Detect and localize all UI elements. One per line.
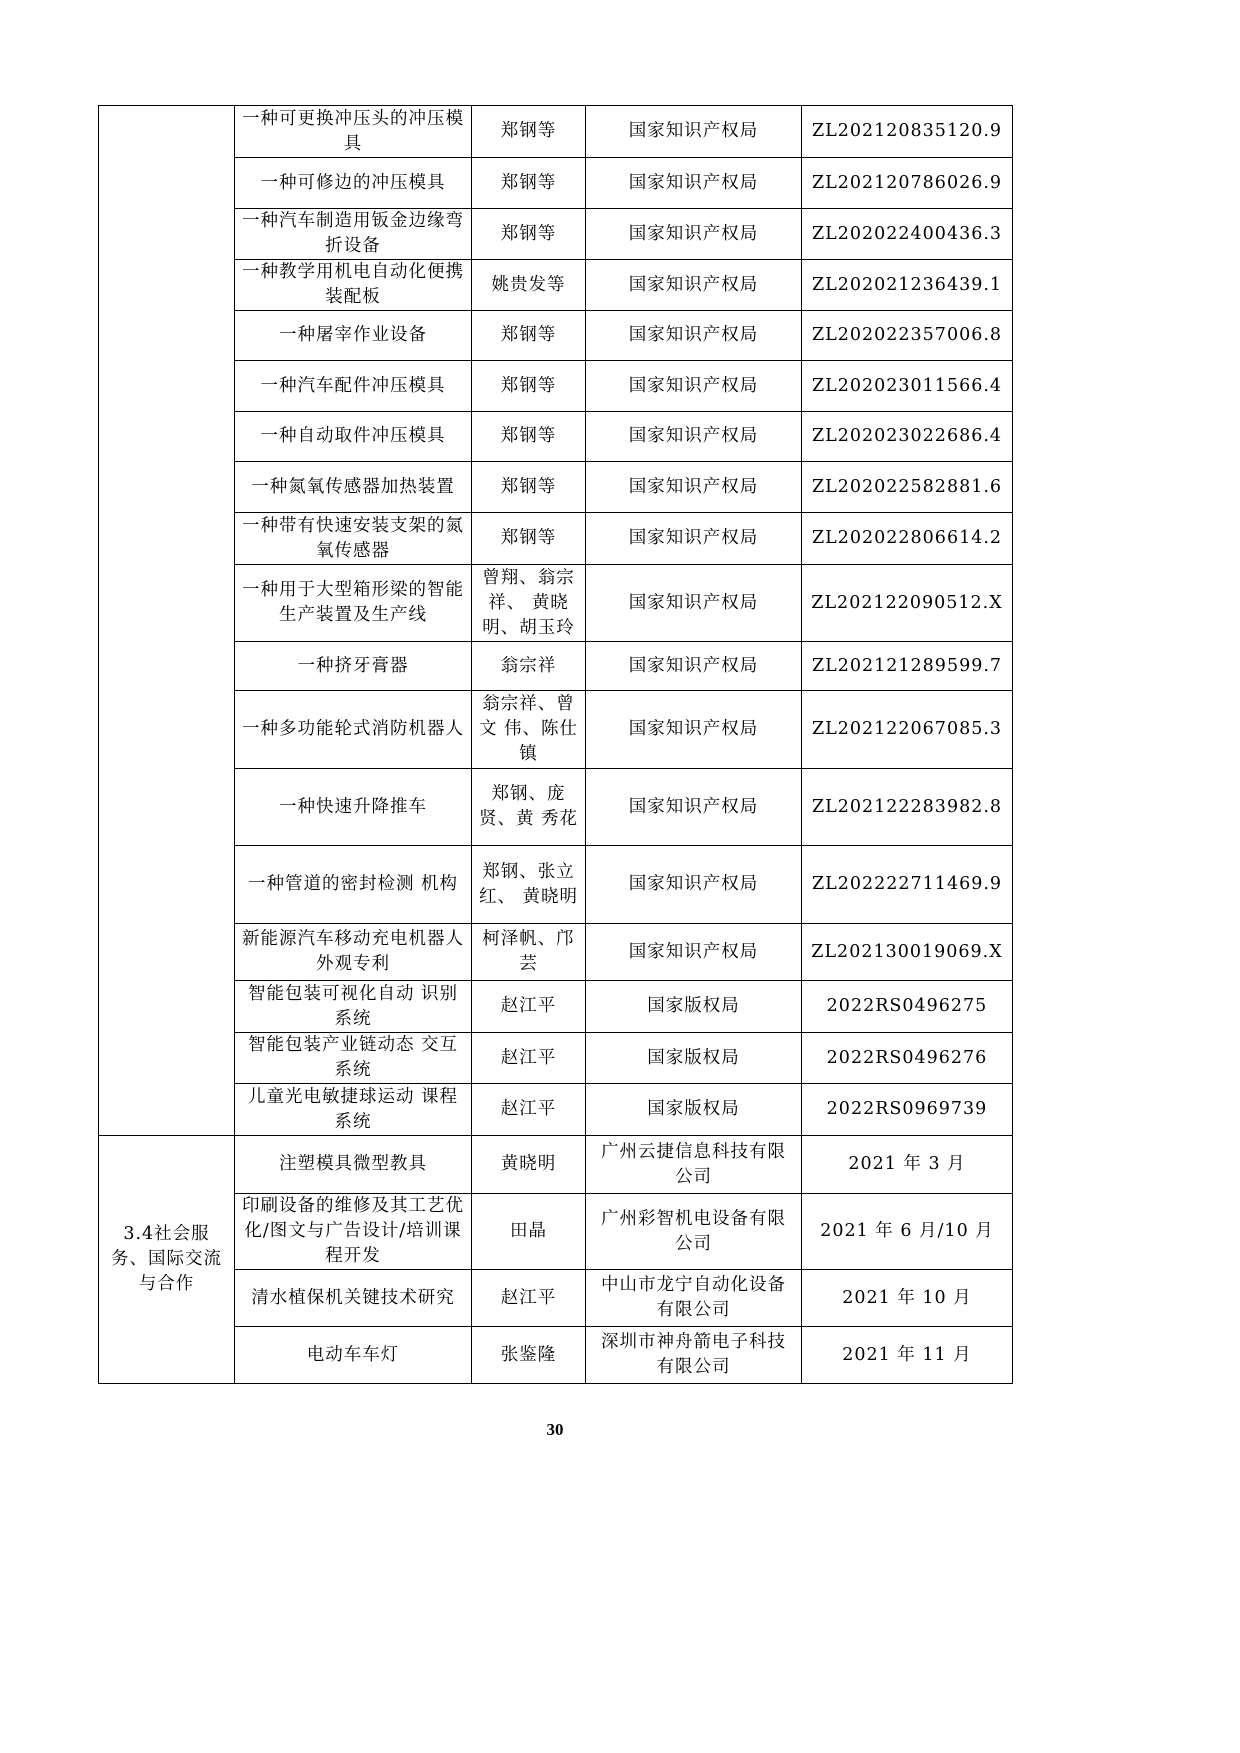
service-date: 2021 年 10 月 (802, 1270, 1013, 1327)
table-row (99, 642, 1013, 691)
item-name: 一种可更换冲压头的冲压模具 (235, 106, 472, 158)
item-org: 国家知识产权局 (586, 106, 802, 158)
item-code: 2022RS0496276 (802, 1033, 1013, 1084)
item-person: 郑钢等 (472, 513, 586, 565)
item-person: 翁宗祥 (472, 642, 586, 691)
item-name: 智能包装可视化自动 识别系统 (235, 981, 472, 1033)
table-row (99, 513, 1013, 565)
service-org: 深圳市神舟箭电子科技有限公司 (586, 1327, 802, 1384)
table-row (99, 1270, 1013, 1327)
item-person: 郑钢等 (472, 412, 586, 462)
table-row (99, 565, 1013, 642)
item-name: 一种氮氧传感器加热装置 (235, 462, 472, 513)
service-date: 2021 年 6 月/10 月 (802, 1194, 1013, 1270)
table-row (99, 1033, 1013, 1084)
item-name: 一种自动取件冲压模具 (235, 412, 472, 462)
table-row (99, 924, 1013, 981)
item-code: ZL202023011566.4 (802, 361, 1013, 412)
item-code: ZL202222711469.9 (802, 846, 1013, 924)
item-code: 2022RS0496275 (802, 981, 1013, 1033)
item-org: 国家知识产权局 (586, 361, 802, 412)
item-name: 一种屠宰作业设备 (235, 311, 472, 361)
item-org: 国家知识产权局 (586, 565, 802, 642)
service-name: 电动车车灯 (235, 1327, 472, 1384)
table-row (99, 1327, 1013, 1384)
item-org: 国家知识产权局 (586, 158, 802, 209)
item-org: 国家知识产权局 (586, 260, 802, 311)
item-code: ZL202122283982.8 (802, 769, 1013, 846)
item-code: ZL202023022686.4 (802, 412, 1013, 462)
item-code: ZL202120835120.9 (802, 106, 1013, 158)
item-name: 一种快速升降推车 (235, 769, 472, 846)
table-row (99, 1084, 1013, 1136)
item-person: 郑钢、张立红、 黄晓明 (472, 846, 586, 924)
item-org: 国家知识产权局 (586, 691, 802, 769)
item-org: 国家知识产权局 (586, 209, 802, 260)
item-org: 国家知识产权局 (586, 513, 802, 565)
item-person: 赵江平 (472, 981, 586, 1033)
service-person: 张鉴隆 (472, 1327, 586, 1384)
item-name: 智能包装产业链动态 交互系统 (235, 1033, 472, 1084)
table-row (99, 158, 1013, 209)
item-person: 郑钢等 (472, 209, 586, 260)
item-name: 新能源汽车移动充电机器人外观专利 (235, 924, 472, 981)
item-name: 一种汽车制造用钣金边缘弯折设备 (235, 209, 472, 260)
table-row (99, 311, 1013, 361)
item-code: ZL202122067085.3 (802, 691, 1013, 769)
page-number: 30 (546, 1420, 564, 1439)
item-code: ZL202121289599.7 (802, 642, 1013, 691)
table-row (99, 769, 1013, 846)
document-table-container (98, 105, 1012, 1384)
item-person: 郑钢等 (472, 462, 586, 513)
item-person: 赵江平 (472, 1033, 586, 1084)
table-row (99, 209, 1013, 260)
item-org: 国家版权局 (586, 981, 802, 1033)
item-person: 赵江平 (472, 1084, 586, 1136)
service-name: 印刷设备的维修及其工艺优化/图文与广告设计/培训课程开发 (235, 1194, 472, 1270)
item-code: ZL202021236439.1 (802, 260, 1013, 311)
table-row (99, 106, 1013, 158)
item-name: 儿童光电敏捷球运动 课程系统 (235, 1084, 472, 1136)
item-code: ZL202022806614.2 (802, 513, 1013, 565)
table-row (99, 846, 1013, 924)
service-org: 广州云捷信息科技有限公司 (586, 1136, 802, 1194)
table-row (99, 691, 1013, 769)
item-name: 一种可修边的冲压模具 (235, 158, 472, 209)
item-org: 国家知识产权局 (586, 311, 802, 361)
item-person: 郑钢等 (472, 311, 586, 361)
item-name: 一种汽车配件冲压模具 (235, 361, 472, 412)
service-date: 2021 年 3 月 (802, 1136, 1013, 1194)
item-code: ZL202130019069.X (802, 924, 1013, 981)
item-person: 郑钢等 (472, 106, 586, 158)
item-org: 国家知识产权局 (586, 924, 802, 981)
item-person: 郑钢、庞贤、黄 秀花 (472, 769, 586, 846)
item-code: ZL202120786026.9 (802, 158, 1013, 209)
item-name: 一种管道的密封检测 机构 (235, 846, 472, 924)
item-person: 柯泽帆、邝芸 (472, 924, 586, 981)
section-label: 3.4社会服务、国际交流与合作 (99, 1136, 235, 1384)
table-row (99, 361, 1013, 412)
item-org: 国家知识产权局 (586, 769, 802, 846)
item-name: 一种教学用机电自动化便携装配板 (235, 260, 472, 311)
item-person: 曾翔、翁宗祥、 黄晓明、胡玉玲 (472, 565, 586, 642)
service-person: 田晶 (472, 1194, 586, 1270)
service-name: 清水植保机关键技术研究 (235, 1270, 472, 1327)
item-person: 郑钢等 (472, 361, 586, 412)
item-person: 翁宗祥、曾文 伟、陈仕镇 (472, 691, 586, 769)
item-name: 一种多功能轮式消防机器人 (235, 691, 472, 769)
item-person: 姚贵发等 (472, 260, 586, 311)
service-person: 黄晓明 (472, 1136, 586, 1194)
item-code: ZL202022400436.3 (802, 209, 1013, 260)
item-name: 一种用于大型箱形梁的智能生产装置及生产线 (235, 565, 472, 642)
table-row (99, 1194, 1013, 1270)
service-person: 赵江平 (472, 1270, 586, 1327)
item-person: 郑钢等 (472, 158, 586, 209)
item-org: 国家知识产权局 (586, 642, 802, 691)
item-org: 国家版权局 (586, 1084, 802, 1136)
item-code: ZL202022357006.8 (802, 311, 1013, 361)
item-org: 国家知识产权局 (586, 462, 802, 513)
service-org: 广州彩智机电设备有限公司 (586, 1194, 802, 1270)
table-row (99, 412, 1013, 462)
item-code: 2022RS0969739 (802, 1084, 1013, 1136)
table-row (99, 260, 1013, 311)
achievements-table (98, 105, 1013, 1384)
table-row (99, 981, 1013, 1033)
item-code: ZL202122090512.X (802, 565, 1013, 642)
item-org: 国家版权局 (586, 1033, 802, 1084)
service-name: 注塑模具微型教具 (235, 1136, 472, 1194)
item-org: 国家知识产权局 (586, 846, 802, 924)
service-date: 2021 年 11 月 (802, 1327, 1013, 1384)
item-code: ZL202022582881.6 (802, 462, 1013, 513)
table-row (99, 462, 1013, 513)
table-row (99, 1136, 1013, 1194)
item-name: 一种挤牙膏器 (235, 642, 472, 691)
section-cell-empty (99, 106, 235, 1136)
service-org: 中山市龙宁自动化设备有限公司 (586, 1270, 802, 1327)
item-name: 一种带有快速安装支架的氮氧传感器 (235, 513, 472, 565)
item-org: 国家知识产权局 (586, 412, 802, 462)
